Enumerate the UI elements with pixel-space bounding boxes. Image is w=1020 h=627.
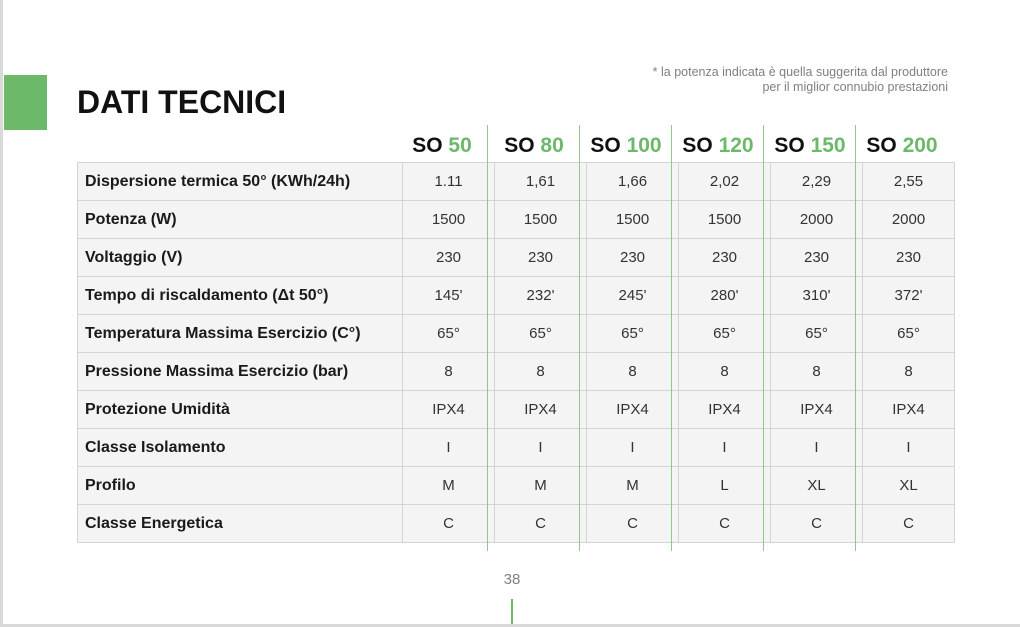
- cell-value: 2000: [771, 201, 863, 239]
- model-number: 150: [810, 134, 846, 157]
- cell-value: I: [403, 429, 495, 467]
- cell-value: C: [771, 505, 863, 543]
- table-row: [78, 505, 955, 543]
- cell-value: C: [495, 505, 587, 543]
- cell-value: 65°: [679, 315, 771, 353]
- cell-value: IPX4: [403, 391, 495, 429]
- cell-value: 1,61: [495, 163, 587, 201]
- cell-value: 1500: [679, 201, 771, 239]
- cell-value: 230: [863, 239, 955, 277]
- cell-value: L: [679, 467, 771, 505]
- page-title: DATI TECNICI: [77, 84, 287, 120]
- row-label: Protezione Umidità: [78, 391, 403, 429]
- model-header-so150: [764, 134, 856, 158]
- footnote-line-2: per il miglior connubio prestazioni: [762, 80, 948, 94]
- row-label: Tempo di riscaldamento (Δt 50°): [78, 277, 403, 315]
- cell-value: 230: [495, 239, 587, 277]
- cell-value: 1,66: [587, 163, 679, 201]
- cell-value: 2,02: [679, 163, 771, 201]
- cell-value: C: [403, 505, 495, 543]
- cell-value: I: [679, 429, 771, 467]
- cell-value: 8: [495, 353, 587, 391]
- cell-value: XL: [771, 467, 863, 505]
- page-number-tick: [511, 599, 513, 624]
- cell-value: I: [771, 429, 863, 467]
- cell-value: M: [403, 467, 495, 505]
- cell-value: 230: [679, 239, 771, 277]
- row-label: Classe Isolamento: [78, 429, 403, 467]
- cell-value: M: [587, 467, 679, 505]
- cell-value: 372': [863, 277, 955, 315]
- cell-value: 1500: [403, 201, 495, 239]
- model-number: 100: [626, 134, 662, 157]
- cell-value: 8: [863, 353, 955, 391]
- cell-value: 65°: [495, 315, 587, 353]
- cell-value: 8: [679, 353, 771, 391]
- column-divider: [855, 125, 856, 551]
- cell-value: I: [863, 429, 955, 467]
- column-divider: [487, 125, 488, 551]
- row-label: Voltaggio (V): [78, 239, 403, 277]
- model-number: 80: [540, 134, 564, 157]
- cell-value: 2,29: [771, 163, 863, 201]
- cell-value: 65°: [587, 315, 679, 353]
- cell-value: IPX4: [587, 391, 679, 429]
- cell-value: 280': [679, 277, 771, 315]
- model-prefix: SO: [682, 134, 713, 157]
- model-number: 120: [718, 134, 754, 157]
- title-accent-bar: [4, 75, 47, 130]
- row-label: Dispersione termica 50° (KWh/24h): [78, 163, 403, 201]
- cell-value: 245': [587, 277, 679, 315]
- model-number: 50: [448, 134, 472, 157]
- cell-value: 65°: [771, 315, 863, 353]
- row-label: Temperatura Massima Esercizio (C°): [78, 315, 403, 353]
- cell-value: I: [495, 429, 587, 467]
- table-row: [78, 201, 955, 239]
- cell-value: 232': [495, 277, 587, 315]
- table-row: [78, 429, 955, 467]
- table-row: [78, 277, 955, 315]
- table-row: [78, 353, 955, 391]
- cell-value: 1.11: [403, 163, 495, 201]
- model-header-so120: [672, 134, 764, 158]
- table-row: [78, 467, 955, 505]
- model-number: 200: [902, 134, 938, 157]
- column-divider: [671, 125, 672, 551]
- cell-value: IPX4: [679, 391, 771, 429]
- cell-value: 8: [403, 353, 495, 391]
- cell-value: C: [587, 505, 679, 543]
- table-row: [78, 239, 955, 277]
- cell-value: 230: [771, 239, 863, 277]
- model-prefix: SO: [774, 134, 805, 157]
- row-label: Profilo: [78, 467, 403, 505]
- cell-value: 230: [587, 239, 679, 277]
- model-header-so50: [396, 134, 488, 158]
- row-label: Pressione Massima Esercizio (bar): [78, 353, 403, 391]
- cell-value: 1500: [587, 201, 679, 239]
- cell-value: I: [587, 429, 679, 467]
- model-prefix: SO: [866, 134, 897, 157]
- cell-value: 8: [771, 353, 863, 391]
- specs-table: [77, 162, 955, 543]
- table-row: [78, 315, 955, 353]
- page-left-edge: [0, 0, 3, 627]
- table-row: [78, 163, 955, 201]
- cell-value: 145': [403, 277, 495, 315]
- model-header-so200: [856, 134, 948, 158]
- cell-value: 65°: [403, 315, 495, 353]
- cell-value: 310': [771, 277, 863, 315]
- model-prefix: SO: [412, 134, 443, 157]
- page-number: 38: [503, 571, 521, 588]
- table-row: [78, 391, 955, 429]
- row-label: Potenza (W): [78, 201, 403, 239]
- cell-value: IPX4: [863, 391, 955, 429]
- column-divider: [763, 125, 764, 551]
- cell-value: M: [495, 467, 587, 505]
- cell-value: C: [679, 505, 771, 543]
- column-divider: [579, 125, 580, 551]
- cell-value: IPX4: [495, 391, 587, 429]
- cell-value: 2,55: [863, 163, 955, 201]
- cell-value: IPX4: [771, 391, 863, 429]
- footnote: [653, 65, 948, 95]
- model-prefix: SO: [590, 134, 621, 157]
- cell-value: 2000: [863, 201, 955, 239]
- cell-value: 65°: [863, 315, 955, 353]
- cell-value: 8: [587, 353, 679, 391]
- cell-value: C: [863, 505, 955, 543]
- model-header-so80: [488, 134, 580, 158]
- model-header-so100: [580, 134, 672, 158]
- row-label: Classe Energetica: [78, 505, 403, 543]
- cell-value: 230: [403, 239, 495, 277]
- footnote-line-1: * la potenza indicata è quella suggerita dal produttore: [652, 65, 948, 79]
- cell-value: 1500: [495, 201, 587, 239]
- cell-value: XL: [863, 467, 955, 505]
- model-prefix: SO: [504, 134, 535, 157]
